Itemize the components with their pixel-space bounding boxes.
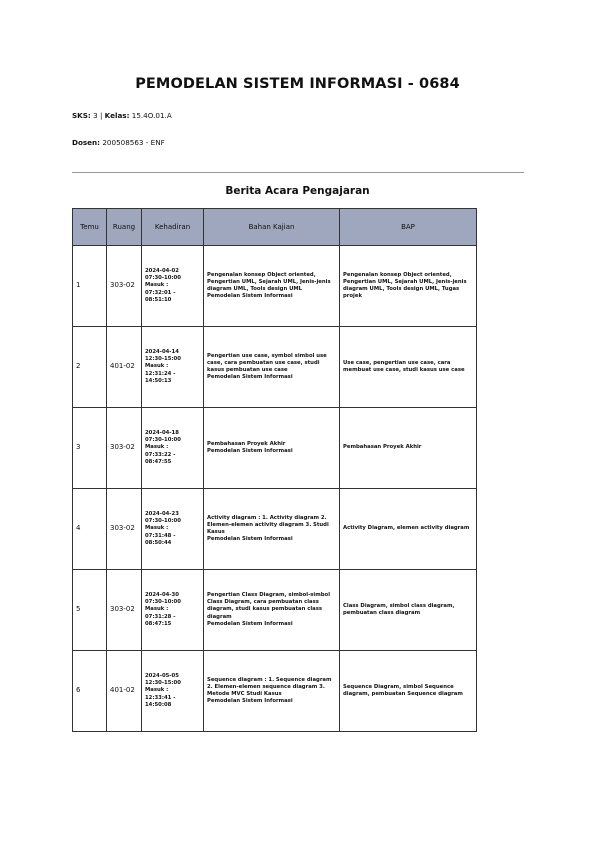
mata-kuliah-text: Pemodelan Sistem Informasi	[207, 374, 293, 381]
col-header-ruang: Ruang	[107, 209, 142, 246]
bap-cell: Use case, pengertian use case, cara membuat use case, studi kasus use case	[340, 327, 477, 408]
temu-cell: 3	[73, 408, 107, 489]
kehadiran-cell: 2024-04-23 07:30-10:00 Masuk : 07:31:48 - 08:50:44	[142, 489, 204, 570]
col-header-kehadiran: Kehadiran	[142, 209, 204, 246]
bahan-kajian-cell	[204, 327, 340, 408]
sks-label: SKS:	[72, 111, 91, 120]
mata-kuliah-text: Pemodelan Sistem Informasi	[207, 698, 293, 705]
sks-value: 3 |	[90, 111, 105, 120]
bahan-kajian-text: Pembahasan Proyek Akhir	[207, 440, 286, 447]
mata-kuliah-text: Pemodelan Sistem Informasi	[207, 293, 293, 300]
ruang-cell: 303-02	[107, 246, 142, 327]
table-row	[73, 489, 477, 570]
table-row	[73, 246, 477, 327]
temu-cell: 1	[73, 246, 107, 327]
dosen-value: 200508563 - ENF	[100, 138, 165, 147]
dosen-label: Dosen:	[72, 138, 101, 147]
bahan-kajian-text: Pengenalan konsep Object oriented, Pengertian UML, Sejarah UML, Jenis-jenis diagram UML, Tools design UML	[207, 271, 331, 292]
mata-kuliah-text: Pemodelan Sistem Informasi	[207, 620, 293, 627]
lecturer-meta	[72, 138, 165, 147]
col-header-bap: BAP	[340, 209, 477, 246]
ruang-cell: 401-02	[107, 651, 142, 732]
kehadiran-cell: 2024-04-18 07:30-10:00 Masuk : 07:33:22 - 08:47:55	[142, 408, 204, 489]
kelas-label: Kelas:	[104, 111, 130, 120]
kelas-value: 15.4O.01.A	[129, 111, 172, 120]
kehadiran-cell: 2024-04-30 07:30-10:00 Masuk : 07:31:28 - 08:47:15	[142, 570, 204, 651]
bahan-kajian-cell	[204, 570, 340, 651]
temu-cell: 4	[73, 489, 107, 570]
divider	[72, 172, 524, 173]
bahan-kajian-cell	[204, 489, 340, 570]
kehadiran-cell: 2024-05-05 12:30-15:00 Masuk : 12:33:41 - 14:50:08	[142, 651, 204, 732]
mata-kuliah-text: Pemodelan Sistem Informasi	[207, 448, 293, 454]
course-meta	[72, 111, 172, 120]
bap-cell: Class Diagram, simbol class diagram, pembuatan class diagram	[340, 570, 477, 651]
temu-cell: 5	[73, 570, 107, 651]
bap-cell: Sequence Diagram, simbol Sequence diagram, pembuatan Sequence diagram	[340, 651, 477, 732]
page-title: PEMODELAN SISTEM INFORMASI - 0684	[135, 76, 460, 92]
section-title: Berita Acara Pengajaran	[225, 185, 370, 197]
bahan-kajian-text: Activity diagram : 1. Activity diagram 2. Elemen-elemen activity diagram 3. Studi Kasus	[207, 514, 329, 535]
table-header-row	[73, 209, 477, 246]
mata-kuliah-text: Pemodelan Sistem Informasi	[207, 536, 293, 543]
bahan-kajian-cell	[204, 408, 340, 489]
table-row	[73, 408, 477, 489]
table-row	[73, 651, 477, 732]
col-header-bahan-kajian: Bahan Kajian	[204, 209, 340, 246]
temu-cell: 6	[73, 651, 107, 732]
table-row	[73, 570, 477, 651]
col-header-temu: Temu	[73, 209, 107, 246]
bap-cell: Pembahasan Proyek Akhir	[340, 408, 477, 489]
bap-table	[72, 208, 477, 732]
bahan-kajian-text: Pengertian Class Diagram, simbol-simbol Class Diagram, cara pembuatan class diagram, studi kasus pembuatan class diagram	[207, 592, 331, 620]
kehadiran-cell: 2024-04-02 07:30-10:00 Masuk : 07:32:01 - 08:51:10	[142, 246, 204, 327]
temu-cell: 2	[73, 327, 107, 408]
bahan-kajian-text: Sequence diagram : 1. Sequence diagram 2. Elemen-elemen sequence diagram 3. Metode MVC Studi Kasus	[207, 676, 332, 697]
table-row	[73, 327, 477, 408]
bap-cell: Activity Diagram, elemen activity diagram	[340, 489, 477, 570]
bap-cell: Pengenalan konsep Object oriented, Pengertian UML, Sejarah UML, Jenis-jenis diagram UML, Tools design UML, Tugas projek	[340, 246, 477, 327]
ruang-cell: 303-02	[107, 489, 142, 570]
ruang-cell: 401-02	[107, 327, 142, 408]
bahan-kajian-cell	[204, 246, 340, 327]
bahan-kajian-cell	[204, 651, 340, 732]
kehadiran-cell: 2024-04-14 12:30-15:00 Masuk : 12:31:24 - 14:50:13	[142, 327, 204, 408]
ruang-cell: 303-02	[107, 408, 142, 489]
bahan-kajian-text: Pengertian use case, symbol simbol use case, cara pembuatan use case, studi kasus pembuatan use case	[207, 352, 327, 373]
ruang-cell: 303-02	[107, 570, 142, 651]
